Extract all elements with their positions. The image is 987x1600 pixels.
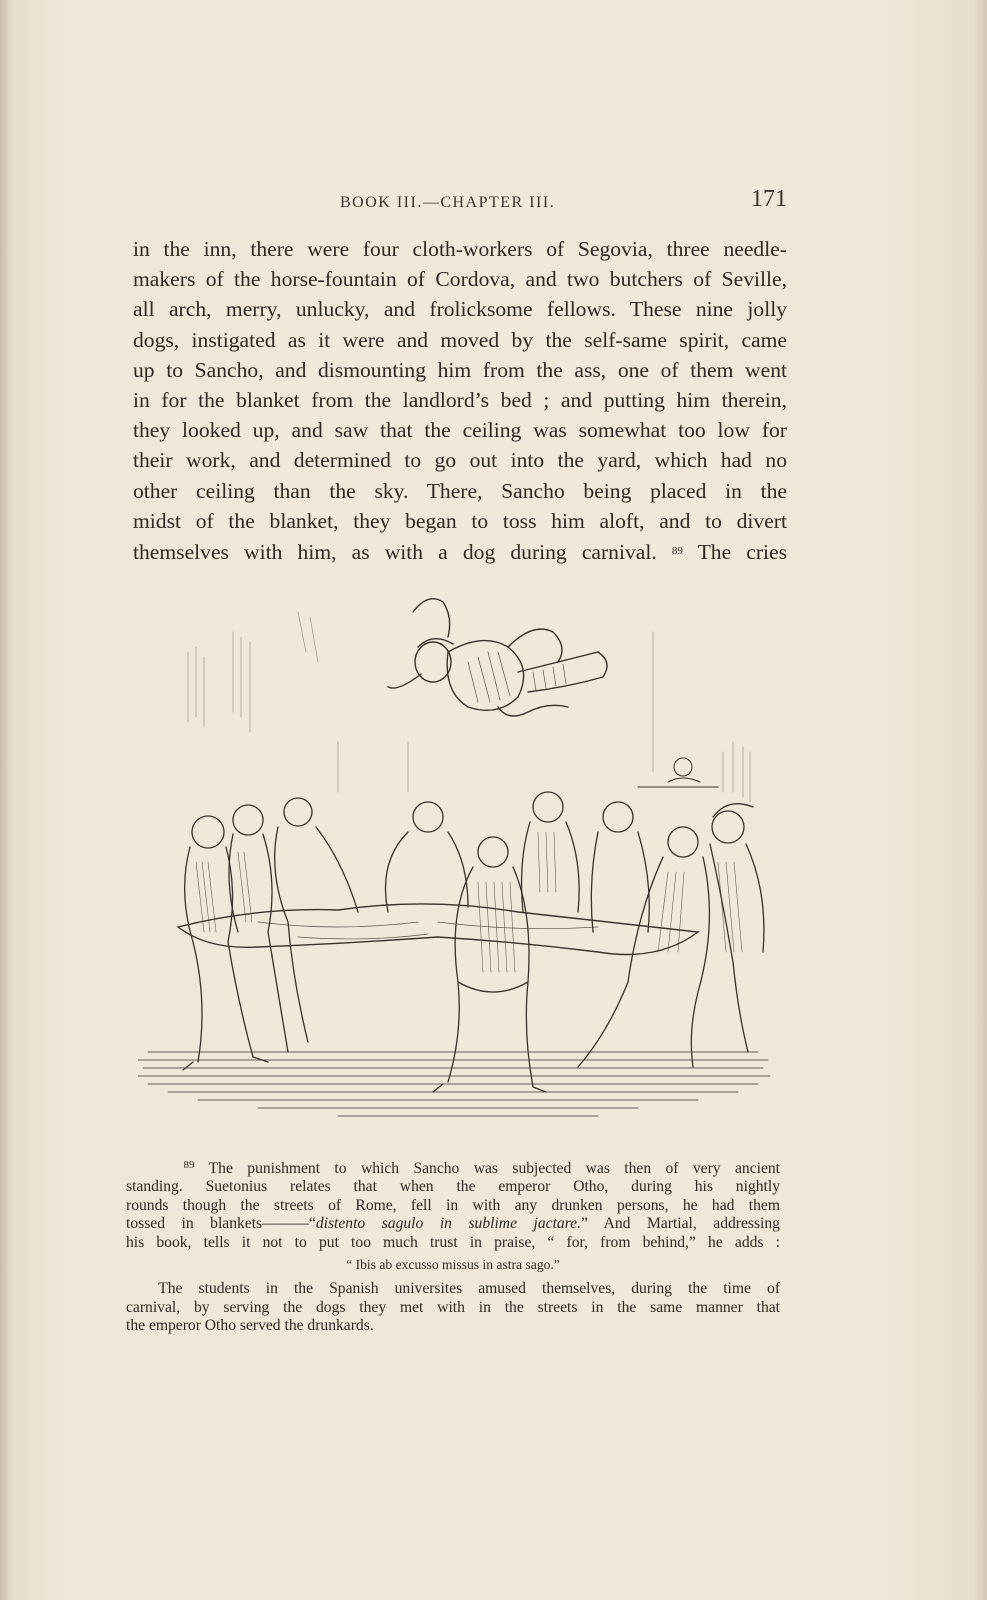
latin-phrase: distento sagulo in sublime jactare. xyxy=(315,1215,582,1233)
body-line: their work, and determined to go out into the yard, which had no xyxy=(133,448,787,473)
footnote-line: standing. Suetonius relates that when the emperor Otho, during his nightly xyxy=(126,1178,780,1196)
body-last-text: themselves with him, as with a dog during carnival. xyxy=(133,540,657,565)
footnote-line xyxy=(126,1280,780,1298)
footnote-line6: The students in the Spanish universites amused themselves, during the time of xyxy=(158,1280,781,1298)
engraving-illustration xyxy=(138,592,778,1132)
body-line: midst of the blanket, they began to toss him aloft, and to divert xyxy=(133,508,787,533)
body-line: makers of the horse-fountain of Cordova, and two butchers of Seville, xyxy=(133,267,787,292)
body-line: other ceiling than the sky. There, Sancho being placed in the xyxy=(133,478,787,503)
body-line: they looked up, and saw that the ceiling was somewhat too low for xyxy=(133,418,787,443)
distant-onlooker xyxy=(638,758,718,787)
footnote-line4-end: ” And Martial, addressing xyxy=(581,1215,780,1233)
body-line: in for the blanket from the landlord’s bed ; and putting him therein, xyxy=(133,388,787,413)
martial-quote: “ Ibis ab excusso missus in astra sago.” xyxy=(346,1257,560,1273)
footnote xyxy=(126,1156,780,1336)
footnote-line1: The punishment to which Sancho was subjected was then of very ancient xyxy=(208,1160,781,1177)
footnote-line: carnival, by serving the dogs they met with in the streets in the same manner that xyxy=(126,1298,780,1316)
body-line: in the inn, there were four cloth-workers of Segovia, three needle- xyxy=(133,237,787,261)
page-left-shadow xyxy=(0,0,10,1600)
page-number: 171 xyxy=(751,186,787,212)
footnote-reference: 89 xyxy=(671,545,683,558)
body-line: up to Sancho, and dismounting him from the ass, one of them went xyxy=(133,357,787,382)
tossed-sancho-figure xyxy=(388,599,607,716)
footnote-line-last: the emperor Otho served the drunkards. xyxy=(126,1317,374,1335)
page-right-shadow xyxy=(973,0,987,1600)
running-head: BOOK III.—CHAPTER III. xyxy=(340,194,556,211)
footnote-line xyxy=(126,1156,780,1178)
footnote-marker: 89 xyxy=(183,1159,195,1171)
blanket xyxy=(178,904,698,955)
body-line: all arch, merry, unlucky, and frolicksome fellows. These nine jolly xyxy=(133,297,787,322)
ground-hatching xyxy=(138,1052,770,1116)
body-last-tail: The cries xyxy=(697,540,788,565)
footnote-line4-start: tossed in blankets———“ xyxy=(126,1215,316,1233)
body-line-last xyxy=(133,536,787,567)
group-of-tossers xyxy=(183,792,764,1092)
blanket-folds xyxy=(258,922,598,939)
body-text xyxy=(133,234,787,567)
footnote-line: his book, tells it not to put too much trust in praise, “ for, from behind,” he adds : xyxy=(126,1233,780,1251)
footnote-line xyxy=(126,1215,780,1233)
body-line: dogs, instigated as it were and moved by the self-same spirit, came xyxy=(133,327,787,352)
footnote-line: rounds though the streets of Rome, fell in with any drunken persons, he had them xyxy=(126,1196,780,1214)
